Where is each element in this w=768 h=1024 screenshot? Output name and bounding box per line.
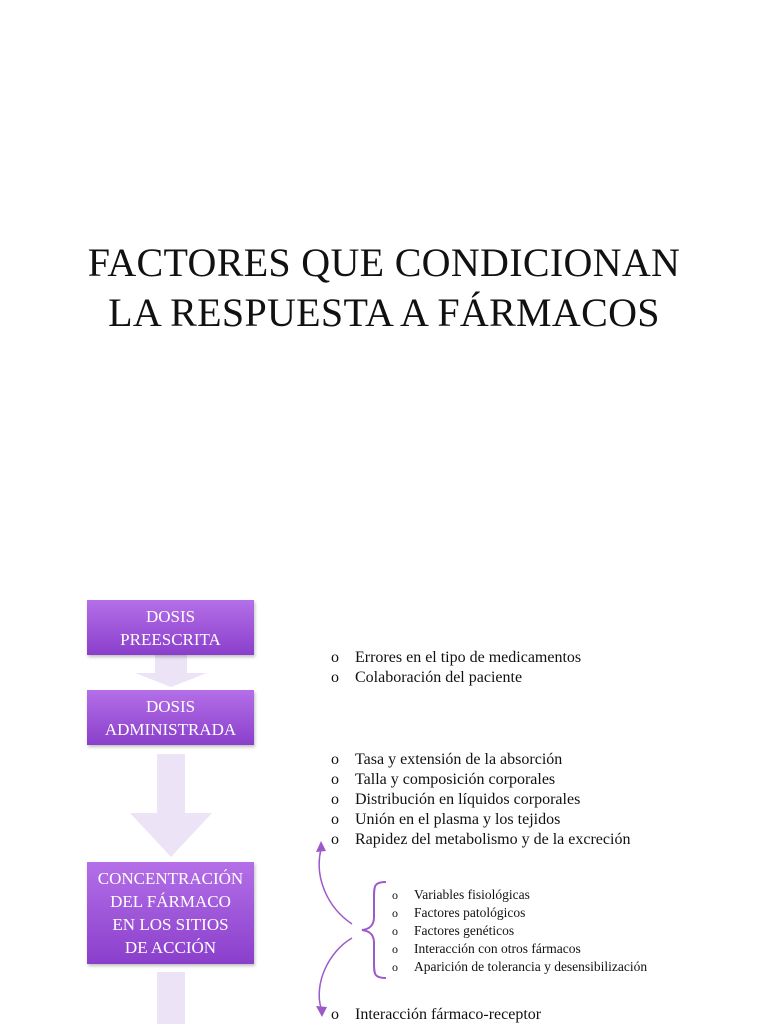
slide-title: [20, 238, 748, 338]
title-line-2: LA RESPUESTA A FÁRMACOS: [108, 290, 660, 335]
list-item: o Errores en el tipo de medicamentos: [331, 648, 581, 668]
box-line: ADMINISTRADA: [104, 719, 237, 739]
box-line: DOSIS: [145, 606, 196, 626]
pharmacokinetic-factors-list: [331, 750, 630, 850]
box-line: DOSIS: [145, 696, 196, 716]
curved-arrow-up-head: [316, 841, 326, 852]
down-arrow-2: [130, 754, 212, 857]
box-administered-dose: [87, 690, 254, 745]
box-line: EN LOS SITIOS: [112, 915, 229, 934]
curved-arrow-down-head: [316, 1006, 327, 1017]
box-line: CONCENTRACIÓN: [97, 869, 244, 888]
list-item: o Tasa y extensión de la absorción: [331, 750, 630, 770]
list-item: o Rapidez del metabolismo y de la excreción: [331, 830, 630, 850]
box-line: DEL FÁRMACO: [110, 892, 231, 911]
box-line: DE ACCIÓN: [124, 938, 217, 957]
list-item: o Variables fisiológicas: [392, 886, 647, 904]
administration-factors-list: [331, 648, 581, 688]
list-item: o Factores genéticos: [392, 922, 647, 940]
curly-bracket: [362, 882, 386, 978]
box-line: PREESCRITA: [120, 629, 221, 649]
list-item: o Interacción con otros fármacos: [392, 940, 647, 958]
curved-arrow-up: [319, 849, 352, 924]
list-item: o Unión en el plasma y los tejidos: [331, 810, 630, 830]
down-arrow-1: [135, 655, 207, 687]
down-arrow-3: [157, 972, 185, 1024]
curved-arrow-down: [319, 938, 352, 1008]
flow-slide: [0, 556, 768, 1024]
list-item: o Interacción fármaco-receptor: [331, 1005, 541, 1024]
box-drug-concentration: [87, 862, 254, 964]
list-item: o Distribución en líquidos corporales: [331, 790, 630, 810]
list-item: o Aparición de tolerancia y desensibilización: [392, 958, 647, 976]
box-prescribed-dose: [87, 600, 254, 655]
list-item: o Factores patológicos: [392, 904, 647, 922]
list-item: o Colaboración del paciente: [331, 668, 581, 688]
modifier-factors-list: [392, 886, 647, 976]
title-line-1: FACTORES QUE CONDICIONAN: [87, 240, 681, 285]
list-item: o Talla y composición corporales: [331, 770, 630, 790]
pharmacodynamic-factors-list: [331, 1005, 541, 1024]
